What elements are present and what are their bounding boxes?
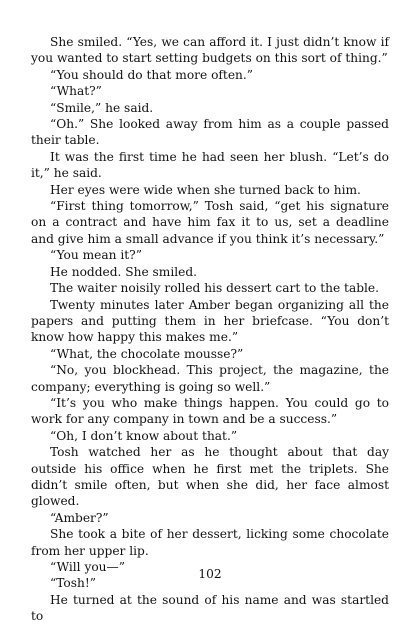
page-number: 102 [198, 567, 222, 581]
paragraph: “It’s you who make things happen. You could go to work for any company in town and be a success.” [31, 395, 389, 427]
paragraph: It was the first time he had seen her blush. “Let’s do it,” he said. [31, 149, 389, 181]
paragraph: “First thing tomorrow,” Tosh said, “get his signature on a contract and have him fax it to us, set a deadline and give him a small advance if you think it’s necessary.” [31, 199, 389, 246]
paragraph: She took a bite of her dessert, licking some chocolate from her upper lip. [31, 527, 389, 558]
paragraph: The waiter noisily rolled his dessert cart to the table. [50, 281, 380, 296]
paragraph: “Tosh!” [50, 576, 96, 591]
paragraph: “Oh.” She looked away from him as a couple passed their table. [31, 117, 389, 148]
paragraph: “You should do that more often.” [50, 67, 253, 82]
page-body [31, 34, 389, 625]
paragraph: He nodded. She smiled. [50, 264, 198, 279]
paragraph: “Amber?” [50, 510, 109, 525]
paragraph: “You mean it?” [50, 248, 142, 263]
paragraph: She smiled. “Yes, we can afford it. I just didn’t know if you wanted to start setting budgets on this sort of thing.” [31, 35, 389, 66]
paragraph: He turned at the sound of his name and was startled to [31, 592, 389, 624]
paragraph: Her eyes were wide when she turned back to him. [50, 182, 361, 197]
paragraph: Tosh watched her as he thought about that day outside his office when he first met the triplets. She didn’t smile often, but when she did, her face almost glowed. [31, 445, 389, 509]
paragraph: “Smile,” he said. [50, 100, 154, 115]
paragraph: Twenty minutes later Amber began organizing all the papers and putting them in her briefcase. “You don’t know how happy this makes me.” [31, 297, 389, 345]
paragraph: “Will you—” [50, 560, 125, 574]
paragraph: “What, the chocolate mousse?” [50, 346, 244, 361]
paragraph: “No, you blockhead. This project, the magazine, the company; everything is going so well.” [31, 363, 389, 394]
paragraph: “What?” [50, 84, 102, 99]
paragraph: “Oh, I don’t know about that.” [50, 428, 238, 443]
